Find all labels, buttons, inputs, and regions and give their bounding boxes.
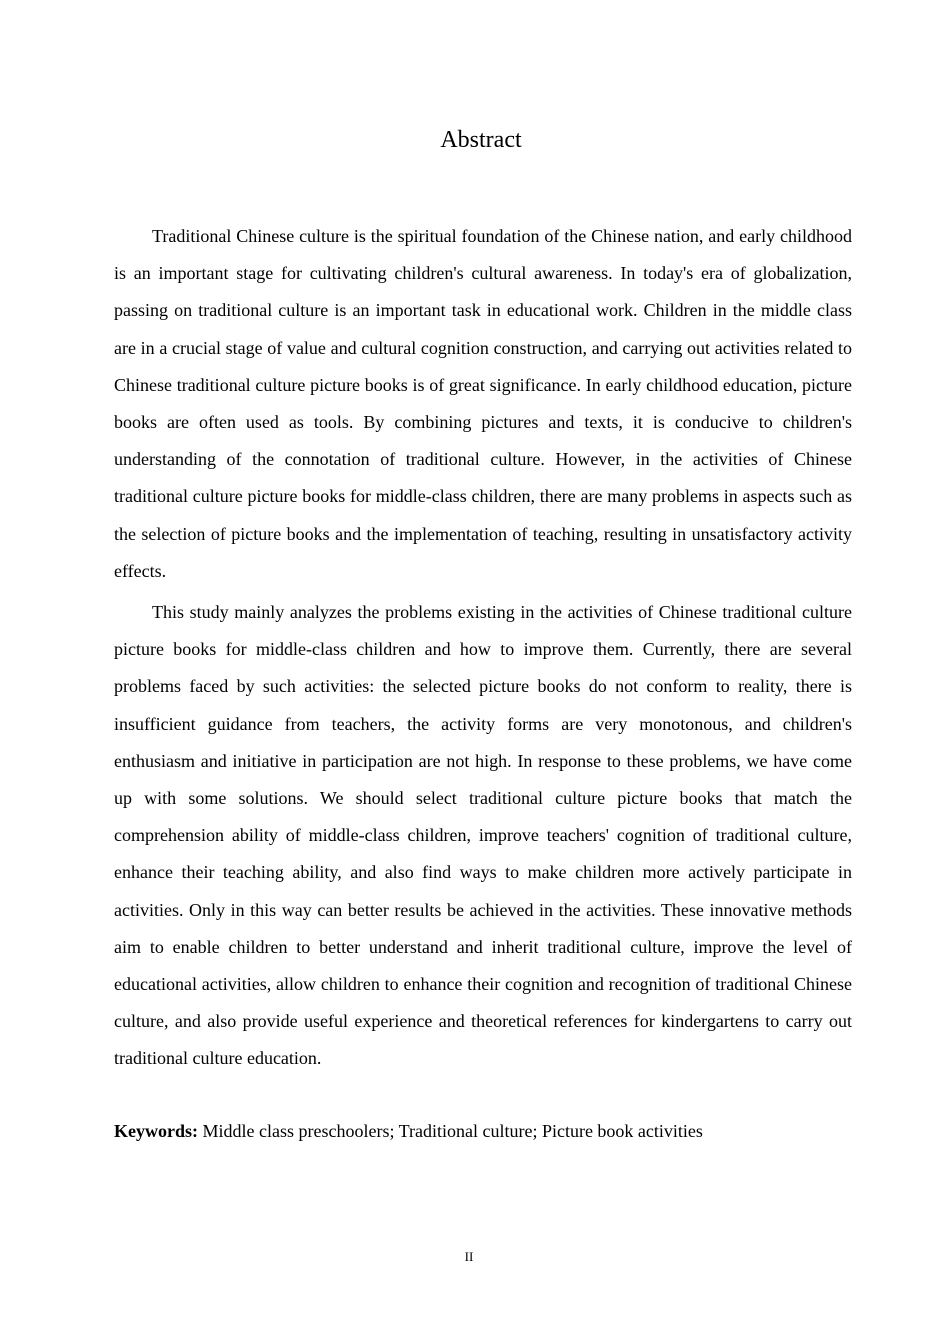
page-number: II [464,1249,474,1264]
keywords-line [114,1116,852,1146]
keywords-text: Middle class preschoolers; Traditional culture; Picture book activities [202,1121,703,1141]
abstract-body [114,218,852,1082]
abstract-paragraph-1: Traditional Chinese culture is the spiritual foundation of the Chinese nation, and early childhood is an important stage for cultivating children's cultural awareness. In today's era of globalization, passing on traditional culture is an important task in educational work. Children in the middle class are in a crucial stage of value and cultural cognition construction, and carrying out activities related to Chinese traditional culture picture books is of great significance. In early childhood education, picture books are often used as tools. By combining pictures and texts, it is conducive to children's understanding of the connotation of traditional culture. However, in the activities of Chinese traditional culture picture books for middle-class children, there are many problems in aspects such as the selection of picture books and the implementation of teaching, resulting in unsatisfactory activity effects. [114,226,852,581]
keywords-label: Keywords: [114,1121,198,1141]
abstract-paragraph-2: This study mainly analyzes the problems existing in the activities of Chinese traditional culture picture books for middle-class children and how to improve them. Currently, there are several problems faced by such activities: the selected picture books do not conform to reality, there is insufficient guidance from teachers, the activity forms are very monotonous, and children's enthusiasm and initiative in participation are not high. In response to these problems, we have come up with some solutions. We should select traditional culture picture books that match the comprehension ability of middle-class children, improve teachers' cognition of traditional culture, enhance their teaching ability, and also find ways to make children more actively participate in activities. Only in this way can better results be achieved in the activities. These innovative methods aim to enable children to better understand and inherit traditional culture, improve the level of educational activities, allow children to enhance their cognition and recognition of traditional Chinese culture, and also provide useful experience and theoretical references for kindergartens to carry out traditional culture education. [114,602,852,1069]
abstract-title: Abstract [440,127,522,153]
